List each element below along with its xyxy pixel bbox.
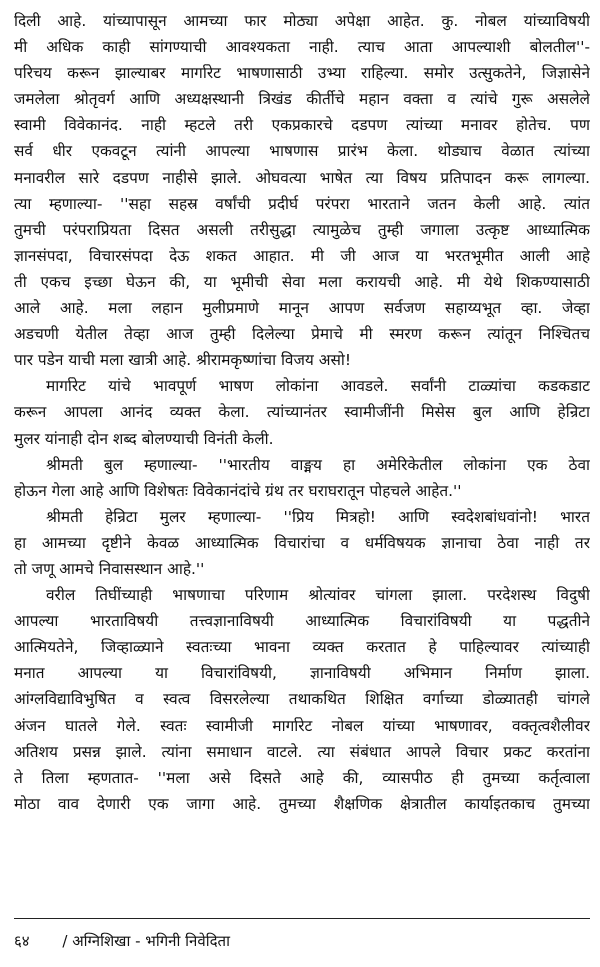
page-footer [14, 930, 230, 952]
text-line: होऊन गेला आहे आणि विशेषतः विवेकानंदांचे ग्रंथ तर घराघरातून पोहचले आहेत.'' [14, 481, 462, 500]
text-line: श्रीमती बुल म्हणाल्या- ''भारतीय वाङ्मय हा अमेरिकेतील लोकांना एक ठेवा [46, 455, 590, 474]
text-line: मनावरील सारे दडपण नाहीसे झाले. ओघवत्या भाषेत त्या विषय प्रतिपादन करू लागल्या. [14, 168, 590, 187]
text-line: श्रीमती हेन्रिटा मुलर म्हणाल्या- ''प्रिय मित्रहो! आणि स्वदेशबांधवांनो! भारत [46, 507, 590, 526]
text-line: जमलेला श्रोतृवर्ग आणि अध्यक्षस्थानी त्रिखंड कीर्तीचे महान वक्ता व त्यांचे गुरू असलेले [14, 90, 590, 109]
paragraph [14, 452, 590, 504]
text-line: आपल्या भारताविषयी तत्त्वज्ञानाविषयी आध्यात्मिक विचारांविषयी या पद्धतीने [14, 612, 590, 631]
text-line: परिचय करून झाल्याबर मार्गारेट भाषणासाठी उभ्या राहिल्या. समोर उत्सुकतेने, जिज्ञासेने [14, 64, 590, 83]
text-line: ज्ञानसंपदा, विचारसंपदा देऊ शकत आहात. मी जी आज या भरतभूमीत आली आहे [14, 246, 590, 265]
text-line: करून आपला आनंद व्यक्त केला. त्यांच्यानंतर स्वामीजींनी मिसेस बुल आणि हेन्रिटा [14, 403, 590, 422]
text-line: ते तिला म्हणतात- ''मला असे दिसते आहे की, व्यासपीठ ही तुमच्या कर्तृत्वाला [14, 768, 590, 787]
text-line: पार पडेन याची मला खात्री आहे. श्रीरामकृष्णांचा विजय असो! [14, 351, 352, 370]
paragraph [14, 8, 590, 373]
text-line: सर्व धीर एकवटून त्यांनी आपल्या भाषणास प्रारंभ केला. थोड्याच वेळात त्यांच्या [14, 142, 590, 161]
body-text [14, 8, 590, 817]
text-line: ती एकच इच्छा घेऊन की, या भूमीची सेवा मला करायची आहे. मी येथे शिकण्यासाठी [14, 272, 590, 291]
text-line: हा आमच्या दृष्टीने केवळ आध्यात्मिक विचारांचा व धर्मविषयक ज्ञानाचा ठेवा नाही तर [14, 533, 590, 552]
paragraph [14, 582, 590, 817]
text-line: मार्गारेट यांचे भावपूर्ण भाषण लोकांना आवडले. सर्वांनी टाळ्यांचा कडकडाट [46, 377, 590, 396]
text-line: वरील तिघींच्याही भाषणाचा परिणाम श्रोत्यांवर चांगला झाला. परदेशस्थ विदुषी [46, 586, 590, 605]
text-line: आले आहे. मला लहान मुलीप्रमाणे मानून आपण सर्वजण सहाय्यभूत व्हा. जेव्हा [14, 299, 590, 318]
text-line: मोठा वाव देणारी एक जागा आहे. तुमच्या शैक्षणिक क्षेत्रातील कार्याइतकाच तुमच्या [14, 794, 590, 813]
text-line: स्वामी विवेकानंद. नाही म्हटले तरी एकप्रकारचे दडपण त्यांच्या मनावर होतेच. पण [14, 116, 590, 135]
text-line: मी अधिक काही सांगण्याची आवश्यकता नाही. त्याच आता आपल्याशी बोलतील''- [14, 38, 590, 57]
paragraph [14, 373, 590, 451]
footer-divider [14, 918, 590, 919]
text-line: अडचणी येतील तेव्हा आज तुम्ही दिलेल्या प्रेमाचे मी स्मरण करून त्यांतून निश्चितच [14, 325, 590, 344]
text-line: आंग्लविद्याविभुषित व स्वत्व विसरलेल्या तथाकथित शिक्षित वर्गाच्या डोळ्यातही चांगले [14, 690, 590, 709]
text-line: अंजन घातले गेले. स्वतः स्वामीजी मार्गारेट नोबल यांच्या भाषणावर, वक्तृत्वशैलीवर [14, 716, 590, 735]
text-line: त्या म्हणाल्या- ''सहा सहस्र वर्षांची प्रदीर्घ परंपरा भारताने जतन केली आहे. त्यांत [14, 194, 590, 213]
paragraph [14, 504, 590, 582]
text-line: मुलर यांनाही दोन शब्द बोलण्याची विनंती केली. [14, 429, 274, 448]
text-line: तो जणू आमचे निवासस्थान आहे.'' [14, 559, 205, 578]
running-title: / अग्निशिखा - भगिनी निवेदिता [62, 932, 230, 950]
text-line: दिली आहे. यांच्यापासून आमच्या फार मोठ्या अपेक्षा आहेत. कु. नोबल यांच्याविषयी [14, 12, 590, 30]
text-line: आत्मियतेने, जिव्हाळ्याने स्वतःच्या भावना व्यक्त करतात हे पाहिल्यावर त्यांच्याही [14, 638, 590, 657]
text-line: अतिशय प्रसन्न झाले. त्यांना समाधान वाटले. त्या संबंधात आपले विचार प्रकट करतांना [14, 742, 590, 761]
text-line: तुमची परंपराप्रियता दिसत असली तरीसुद्धा त्यामुळेच तुम्ही जगाला उत्कृष्ट आध्यात्मिक [14, 220, 590, 239]
text-line: मनात आपल्या या विचारांविषयी, ज्ञानाविषयी अभिमान निर्माण झाला. [14, 664, 590, 683]
page-number: ६४ [14, 932, 30, 950]
